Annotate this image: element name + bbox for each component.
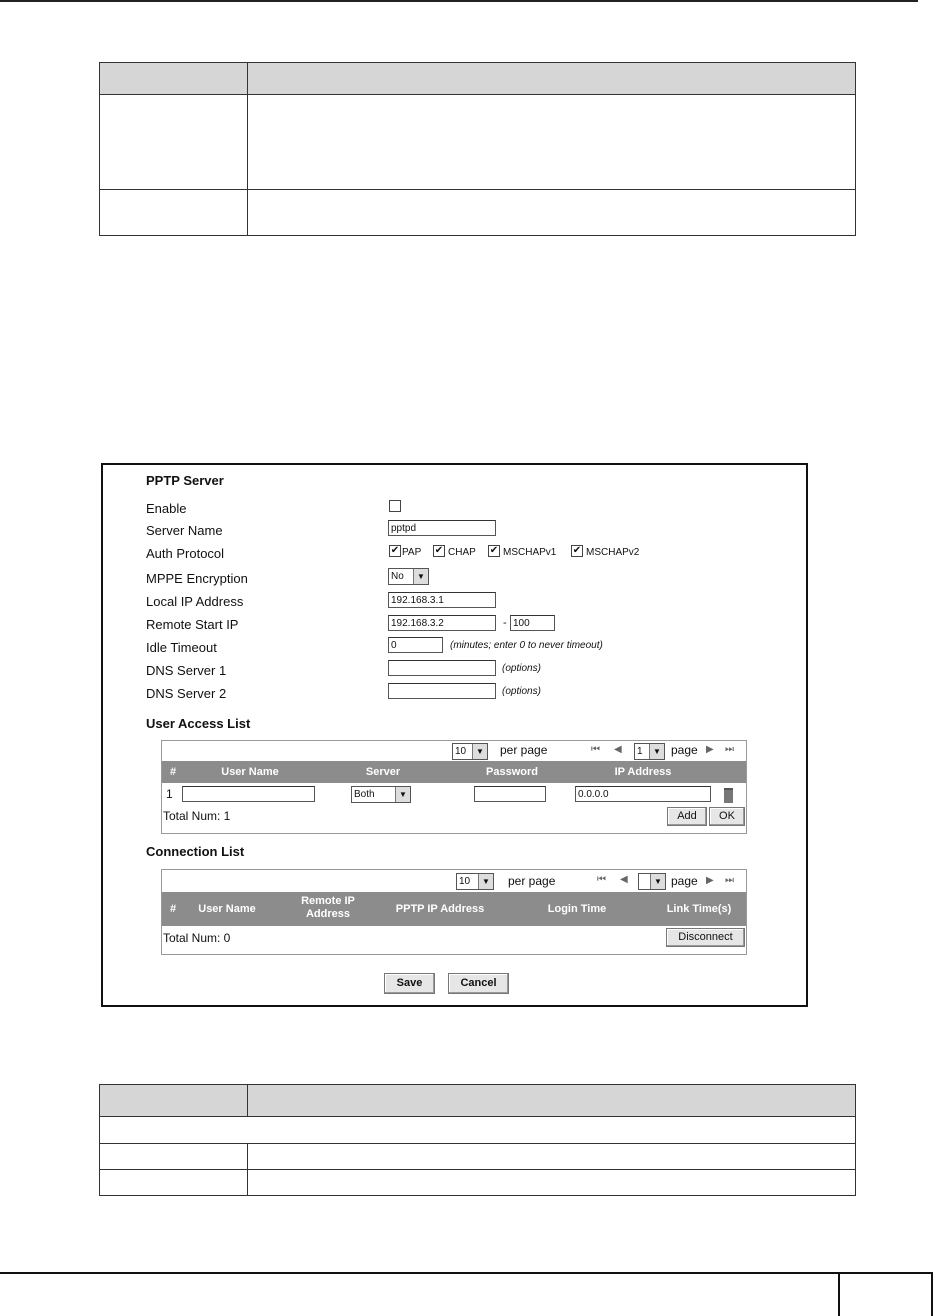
user-access-grid [161,740,747,834]
conn-col-number: # [169,903,177,915]
conn-per-page-label: per page [508,874,556,888]
conn-total-num: Total Num: 0 [163,931,231,945]
auth-protocol-label: Auth Protocol [146,546,225,561]
pptp-server-heading: PPTP Server [146,473,224,488]
lower-table-row [100,1170,856,1196]
upper-table-row [100,190,856,236]
prev-page-icon[interactable]: ◀ [614,744,622,755]
user-page-select[interactable] [634,743,665,760]
col-password: Password [486,766,538,778]
user-per-page-select[interactable] [452,743,488,760]
dns1-label: DNS Server 1 [146,663,227,678]
connection-grid [161,869,747,955]
row-password-input[interactable] [474,786,546,802]
connection-footer [162,926,746,950]
chap-checkbox[interactable]: ✔ [434,545,444,556]
conn-col-login-time: Login Time [547,903,607,915]
conn-col-user-name: User Name [198,903,256,915]
pap-label: PAP [402,547,422,558]
conn-col-link-time: Link Time(s) [666,903,732,915]
upper-table [99,62,856,236]
user-page-value: 1 [637,746,643,757]
chap-label: CHAP [448,547,476,558]
idle-timeout-label: Idle Timeout [146,640,217,655]
chevron-down-icon: ▼ [478,874,493,889]
col-server: Server [365,766,401,778]
user-per-page-value: 10 [455,746,467,757]
upper-table-header [100,63,856,95]
conn-per-page-value: 10 [459,876,471,887]
chevron-down-icon: ▼ [649,744,664,759]
col-number: # [169,766,177,778]
mppe-select[interactable] [388,568,429,585]
chevron-down-icon: ▼ [413,569,428,584]
first-page-icon[interactable]: ⏮ [591,744,600,755]
local-ip-label: Local IP Address [146,594,244,609]
top-rule [0,0,918,2]
mppe-select-value: No [391,571,404,582]
ok-button[interactable]: OK [709,807,745,826]
chevron-down-icon: ▼ [395,787,410,802]
mschapv1-checkbox[interactable]: ✔ [489,545,499,556]
user-access-header [162,761,746,783]
user-access-pager [162,741,746,761]
table-row [162,783,746,805]
page-number-box [838,1272,933,1316]
col-user-name: User Name [221,766,279,778]
user-page-label: page [671,743,698,757]
bottom-rule [0,1272,842,1274]
last-page-icon[interactable]: ⏭ [725,744,734,755]
user-access-footer [162,805,746,829]
pptp-screenshot [101,463,808,1007]
remote-start-input[interactable]: 192.168.3.2 [388,615,496,631]
connection-header [162,892,746,926]
last-page-icon[interactable]: ⏭ [725,875,734,886]
dns2-label: DNS Server 2 [146,686,227,701]
dns1-hint: (options) [502,663,541,674]
disconnect-button[interactable]: Disconnect [666,928,745,947]
lower-table-row [100,1144,856,1170]
save-button[interactable]: Save [384,973,435,994]
pap-checkbox[interactable]: ✔ [390,545,400,556]
row-user-name-input[interactable] [182,786,315,802]
server-name-label: Server Name [146,523,223,538]
server-name-input[interactable]: pptpd [388,520,496,536]
upper-table-row [100,95,856,190]
lower-table-header [100,1085,856,1117]
dns2-hint: (options) [502,686,541,697]
conn-col-pptp-ip: PPTP IP Address [395,903,485,915]
enable-label: Enable [146,501,187,516]
range-dash: - [503,617,507,629]
row-ip-input[interactable]: 0.0.0.0 [575,786,711,802]
connection-list-heading: Connection List [146,844,245,859]
connection-pager [162,870,746,892]
mschapv2-label: MSCHAPv2 [586,547,640,558]
mschapv1-label: MSCHAPv1 [503,547,557,558]
cancel-button[interactable]: Cancel [448,973,509,994]
chevron-down-icon: ▼ [472,744,487,759]
lower-table-section [100,1117,856,1144]
user-access-heading: User Access List [146,716,251,731]
mschapv2-checkbox[interactable]: ✔ [572,545,582,556]
user-total-num: Total Num: 1 [163,809,231,823]
local-ip-input[interactable]: 192.168.3.1 [388,592,496,608]
first-page-icon[interactable]: ⏮ [597,874,606,885]
add-button[interactable]: Add [667,807,707,826]
conn-page-label: page [671,874,698,888]
row-server-value: Both [354,789,375,800]
row-number: 1 [166,787,173,801]
prev-page-icon[interactable]: ◀ [620,874,628,885]
dns2-input[interactable] [388,683,496,699]
lower-table [99,1084,856,1196]
chevron-down-icon: ▼ [650,874,665,889]
enable-checkbox[interactable] [389,500,401,512]
next-page-icon[interactable]: ▶ [706,875,714,886]
conn-col-remote-ip-1: Remote IP [301,895,355,907]
trash-icon[interactable] [724,788,733,803]
remote-start-label: Remote Start IP [146,617,239,632]
conn-col-remote-ip-2: Address [305,908,351,920]
idle-timeout-input[interactable]: 0 [388,637,443,653]
user-per-page-label: per page [500,743,548,757]
idle-timeout-hint: (minutes; enter 0 to never timeout) [450,640,603,651]
row-server-select[interactable] [351,786,411,803]
conn-page-select[interactable] [638,873,666,890]
conn-per-page-select[interactable] [456,873,494,890]
mppe-label: MPPE Encryption [146,571,248,586]
dns1-input[interactable] [388,660,496,676]
next-page-icon[interactable]: ▶ [706,744,714,755]
col-ip-address: IP Address [614,766,672,778]
remote-end-input[interactable]: 100 [510,615,555,631]
